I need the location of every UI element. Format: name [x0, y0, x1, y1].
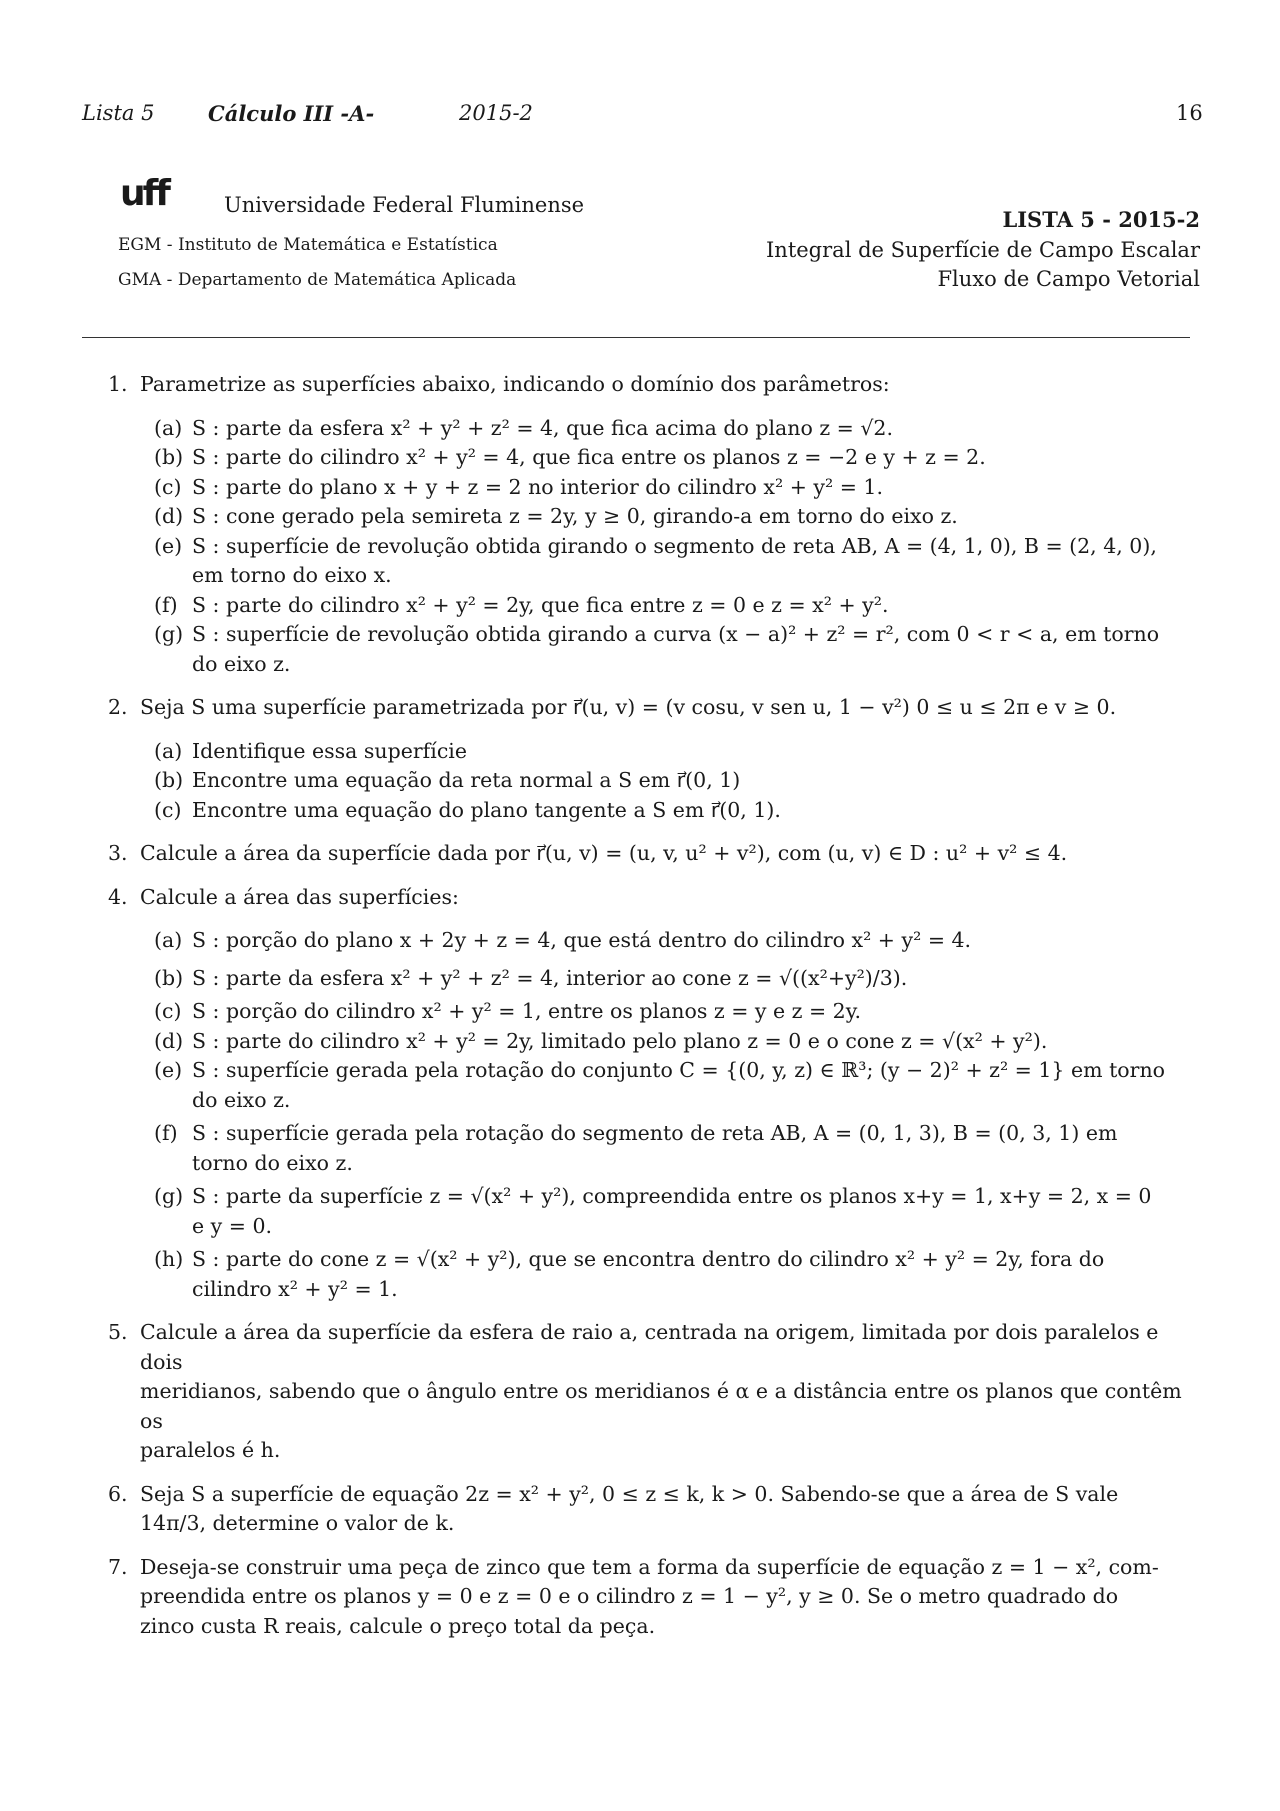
- list-item: (g) S : parte da superfície z = √(x² + y²), compreendida entre os planos x+y = 1, x+y = 2, x = 0 e y = 0.: [154, 1184, 1152, 1238]
- institute-line: EGM - Instituto de Matemática e Estatística: [118, 235, 498, 255]
- exercise-statement: Seja S uma superfície parametrizada por r⃗(u, v) = (v cosu, v sen u, 1 − v²) 0 ≤ u ≤ 2π e v ≥ 0.: [140, 695, 1117, 719]
- exercise-5: [108, 1318, 1198, 1466]
- list-item: (c) Encontre uma equação do plano tangente a S em r⃗(0, 1).: [154, 797, 781, 822]
- exercise-number: 3.: [108, 841, 128, 865]
- exercise-statement-line: preendida entre os planos y = 0 e z = 0 e o cilindro z = 1 − y², y ≥ 0. Se o metro quadrado do: [140, 1584, 1119, 1608]
- exercise-list: [108, 370, 1198, 1641]
- exercise-number: 7.: [108, 1554, 128, 1579]
- list-item: (d) S : cone gerado pela semireta z = 2y, y ≥ 0, girando-a em torno do eixo z.: [154, 504, 958, 528]
- list-item: (a) S : porção do plano x + 2y + z = 4, que está dentro do cilindro x² + y² = 4.: [154, 928, 972, 952]
- exercise-number: 2.: [108, 695, 128, 719]
- exercise-3: [108, 839, 1198, 869]
- list-item: (d) S : parte do cilindro x² + y² = 2y, limitado pelo plano z = 0 e o cone z = √(x² + y²).: [154, 1028, 1048, 1053]
- exercise-statement-line: 14π/3, determine o valor de k.: [140, 1511, 455, 1535]
- list-item: (a) S : parte da esfera x² + y² + z² = 4, que fica acima do plano z = √2.: [154, 415, 893, 440]
- list-subtitle-2: Fluxo de Campo Vetorial: [937, 267, 1200, 291]
- list-item: (b) S : parte do cilindro x² + y² = 4, que fica entre os planos z = −2 e y + z = 2.: [154, 445, 986, 469]
- list-item: (c) S : parte do plano x + y + z = 2 no interior do cilindro x² + y² = 1.: [154, 474, 883, 499]
- list-item: (g) S : superfície de revolução obtida girando a curva (x − a)² + z² = r², com 0 < r < a, em torno do eixo z.: [154, 622, 1160, 676]
- exercise-statement-line: Seja S a superfície de equação 2z = x² + y², 0 ≤ z ≤ k, k > 0. Sabendo-se que a área de S vale: [140, 1481, 1119, 1506]
- exercise-statement: Calcule a área das superfícies:: [140, 884, 459, 909]
- exercise-statement: Calcule a área da superfície dada por r⃗(u, v) = (u, v, u² + v²), com (u, v) ∈ D : u² + v² ≤ 4.: [140, 841, 1068, 865]
- header-divider: [82, 337, 1190, 338]
- list-subtitle-1: Integral de Superfície de Campo Escalar: [766, 238, 1200, 262]
- exercise-6: [108, 1480, 1198, 1539]
- exercise-statement-line: paralelos é h.: [140, 1438, 281, 1462]
- list-title: LISTA 5 - 2015-2: [1002, 207, 1200, 232]
- exercise-2: [108, 693, 1198, 825]
- department-line: GMA - Departamento de Matemática Aplicada: [118, 270, 517, 290]
- uff-logo: uff: [120, 173, 168, 214]
- list-item: (e) S : superfície de revolução obtida girando o segmento de reta AB, A = (4, 1, 0), B = (2, 4, 0), em torno do eixo x.: [154, 533, 1157, 587]
- exercise-number: 5.: [108, 1320, 128, 1344]
- exercise-number: 6.: [108, 1481, 128, 1506]
- list-item: (f) S : superfície gerada pela rotação do segmento de reta AB, A = (0, 1, 3), B = (0, 3, 1) em torno do eixo z.: [154, 1121, 1118, 1175]
- list-item: (b) Encontre uma equação da reta normal a S em r⃗(0, 1): [154, 768, 741, 792]
- exercise-statement-line: Deseja-se construir uma peça de zinco que tem a forma da superfície de equação z = 1 − x², com-: [140, 1554, 1159, 1579]
- exercise-statement: Parametrize as superfícies abaixo, indicando o domínio dos parâmetros:: [140, 372, 890, 396]
- list-item: (c) S : porção do cilindro x² + y² = 1, entre os planos z = y e z = 2y.: [154, 999, 862, 1023]
- exercise-statement-line: meridianos, sabendo que o ângulo entre os meridianos é α e a distância entre os planos que contêm os: [140, 1379, 1182, 1433]
- exercise-7: [108, 1553, 1198, 1642]
- header-semester: 2015-2: [459, 101, 533, 125]
- page-number: 16: [1176, 101, 1203, 125]
- list-item: (a) Identifique essa superfície: [154, 738, 467, 763]
- exercise-number: 1.: [108, 372, 128, 396]
- exercise-number: 4.: [108, 884, 128, 909]
- header-course: Cálculo III -A-: [208, 101, 375, 126]
- list-item: (h) S : parte do cone z = √(x² + y²), que se encontra dentro do cilindro x² + y² = 2y, fora do cilindro x² + y² = 1.: [154, 1247, 1105, 1301]
- exercise-4: [108, 883, 1198, 1305]
- exercise-statement-line: zinco custa R reais, calcule o preço total da peça.: [140, 1613, 656, 1638]
- list-item: (e) S : superfície gerada pela rotação do conjunto C = {(0, y, z) ∈ ℝ³; (y − 2)² + z² = 1} em torno do eixo z.: [154, 1058, 1165, 1112]
- exercise-1: [108, 370, 1198, 679]
- list-item: (b) S : parte da esfera x² + y² + z² = 4, interior ao cone z = √((x²+y²)/3).: [154, 965, 908, 990]
- header-list: Lista 5: [82, 101, 155, 125]
- university-name: Universidade Federal Fluminense: [224, 193, 585, 217]
- exercise-statement-line: Calcule a área da superfície da esfera de raio a, centrada na origem, limitada por dois paralelos e dois: [140, 1320, 1159, 1374]
- list-item: (f) S : parte do cilindro x² + y² = 2y, que fica entre z = 0 e z = x² + y².: [154, 592, 889, 617]
